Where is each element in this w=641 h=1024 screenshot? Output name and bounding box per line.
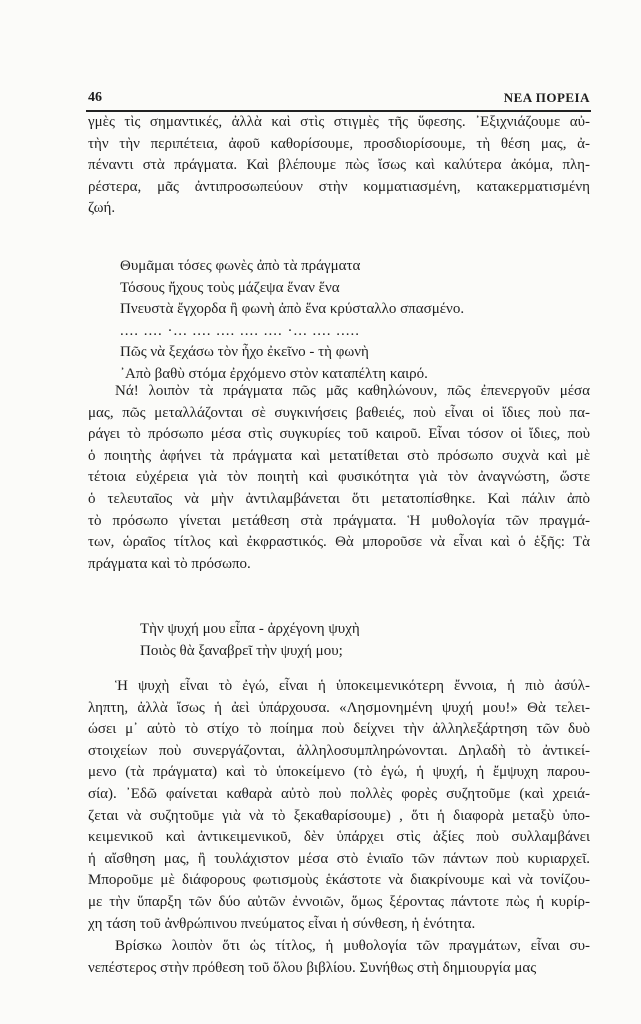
journal-title: ΝΕΑ ΠΟΡΕΙΑ [503, 90, 590, 105]
verse-line: Πνευστὰ ἔγχορδα ἢ φωνὴ ἀπὸ ἕνα κρύσταλλο σπασμένο. [120, 301, 465, 318]
text-line: ζωή. [88, 200, 116, 217]
text-line: ἡ αἴσθηση μας, ἢ τουλάχιστον μέσα στὸ ἑνιαῖο τῶν πάντων ποὺ κυριαρχεῖ. [88, 850, 590, 867]
text-line: ληπτη, ἀλλὰ ἴσως ἡ ἀεὶ ὑπάρχουσα. «Λησμονημένη ψυχή μου!» Θὰ τελει- [88, 699, 590, 716]
text-line: ὁ τελευταῖος νὰ μὴν ἀντιλαμβάνεται ὅτι μετατοπίσθηκε. Καὶ πάλιν ἀπὸ [88, 490, 590, 507]
text-line: Μποροῦμε μὲ διάφορους φωτισμοὺς ἑκάστοτε νὰ διακρίνουμε καὶ νὰ τονίζου- [88, 872, 590, 889]
verse-line: Τὴν ψυχή μου εἶπα - ἀρχέγονη ψυχὴ [140, 621, 360, 637]
paragraph-4 [88, 936, 590, 979]
text-line: ζεται νὰ συζητοῦμε γιὰ νὰ τὸ ξεκαθαρίσουμε) , ὅτι ἡ διαφορὰ μεταξὺ ὑπο- [88, 807, 590, 824]
text-line: μενο (τὰ πράγματα) καὶ τὸ ὑποκείμενο (τὸ ἐγώ, ἡ ψυχή, ἡ ἔμψυχη παρου- [88, 764, 590, 781]
verse-line: Πῶς νὰ ξεχάσω τὸν ἦχο ἐκεῖνο - τὴ φωνὴ [120, 344, 369, 361]
page-number: 46 [88, 90, 102, 105]
text-line: κειμενικοῦ καὶ ἀντικειμενικοῦ, δὲν ὑπάρχει στὶς ἀξίες ποὺ συλλαμβάνει [88, 829, 590, 846]
paragraph-2 [88, 381, 590, 575]
text-line: γμὲς τὶς σημαντικές, ἀλλὰ καὶ στὶς στιγμὲς τῆς ὕφεσης. ᾿Εξιχνιάζουμε αὐ- [88, 114, 590, 130]
verse-line: ᾿Απὸ βαθὺ στόμα ἐρχόμενο στὸν καταπέλτη καιρό. [120, 365, 428, 382]
text-line: τέτοια εὐχέρεια γιὰ τὸν ποιητὴ καὶ φυσικότητα γιὰ τὸν ἀναγνώστη, ὥστε [88, 469, 590, 486]
verse-1 [120, 256, 560, 386]
text-line: Ἡ ψυχὴ εἶναι τὸ ἐγώ, εἶναι ἡ ὑποκειμενικότερη ἔννοια, ἡ πιὸ ἀσύλ- [115, 678, 590, 694]
text-line: πράγματα καὶ τὸ πρόσωπο. [88, 555, 251, 572]
paragraph-3 [88, 676, 590, 935]
text-line: με τὴν ὕπαρξη τῶν δύο αὐτῶν ἐννοιῶν, ὅμως ξέροντας πάντοτε πὼς ἡ κυρίρ- [88, 893, 590, 910]
text-line: μας, πῶς μεταλλάζονται σὲ συγκινήσεις βαθειές, ποὺ εἶναι οἱ ἴδιες ποὺ πα- [88, 404, 590, 421]
text-line: ράγει τὸ πρόσωπο μέσα στὶς συγκυρίες τοῦ καιροῦ. Εἶναι τόσον οἱ ἴδιες, ποὺ [88, 426, 590, 443]
text-line: τὸ πρόσωπο γίνεται μετάθεση στὰ πράγματα. Ἡ μυθολογία τῶν πραγμά- [88, 512, 590, 529]
verse-line: Ποιὸς θὰ ξαναβρεῖ τὴν ψυχή μου; [140, 642, 343, 659]
text-line: τὴν τὴν περιπέτεια, ἀφοῦ καθορίσουμε, προσδιορίσουμε, τὴ θέση μας, ἀ- [88, 135, 590, 152]
ellipsis-separator: .... .... ·... .... .... .... .... ·... .... ..... [120, 322, 360, 339]
text-line: Βρίσκω λοιπὸν ὅτι ὡς τίτλος, ἡ μυθολογία τῶν πραγμάτων, εἶναι συ- [115, 938, 590, 954]
text-line: στοιχείων ποὺ συνεργάζονται, ἀλληλοσυμπληρώνονται. Δηλαδὴ τὸ ἀντικεί- [88, 742, 590, 759]
text-line: χη τάση τοῦ ἀνθρώπινου πνεύματος εἶναι ἡ σύνθεση, ἡ ἑνότητα. [88, 915, 476, 932]
text-line: ρέστερα, μᾶς ἀντιπροσωπεύουν στὴν κομματιασμένη, κατακερματισμένη [88, 178, 590, 195]
text-line: ώσει μ᾿ αὐτὸ τὸ στίχο τὸ ποίημα ποὺ δείχνει τὴν ἀλληλεξάρτηση τῶν δυὸ [88, 721, 590, 738]
verse-line: Τόσους ἤχους τοὺς μάζεψα ἕναν ἕνα [120, 279, 340, 296]
text-line: των, ὡραῖος τίτλος καὶ ἐκφραστικός. Θὰ μποροῦσε νὰ εἶναι καὶ ὁ ἑξῆς: Τὰ [88, 534, 590, 551]
text-line: πέναντι στὰ πράγματα. Καὶ βλέπουμε πὼς ἴσως καὶ καλύτερα ἀκόμα, πλη- [88, 157, 590, 174]
paragraph-1 [88, 112, 590, 220]
verse-line: Θυμᾶμαι τόσες φωνὲς ἀπὸ τὰ πράγματα [120, 258, 361, 274]
text-line: σία). ᾿Εδῶ φαίνεται καθαρὰ αὐτὸ ποὺ πολλὲς φορὲς συζητοῦμε (καὶ χρειά- [88, 785, 590, 802]
text-line: ὁ ποιητὴς ἀφήνει τὰ πράγματα καὶ μετατίθεται στὸ πρόσωπο συχνὰ καὶ μὲ [88, 447, 590, 464]
text-line: Νά! λοιπὸν τὰ πράγματα πῶς μᾶς καθηλώνουν, πῶς ἐπενεργοῦν μέσα [115, 383, 590, 399]
text-line: νεπέστερος στὴν πρόθεση τοῦ ὅλου βιβλίου. Συνήθως στὴ δημιουργία μας [88, 959, 537, 976]
verse-2 [140, 619, 560, 662]
